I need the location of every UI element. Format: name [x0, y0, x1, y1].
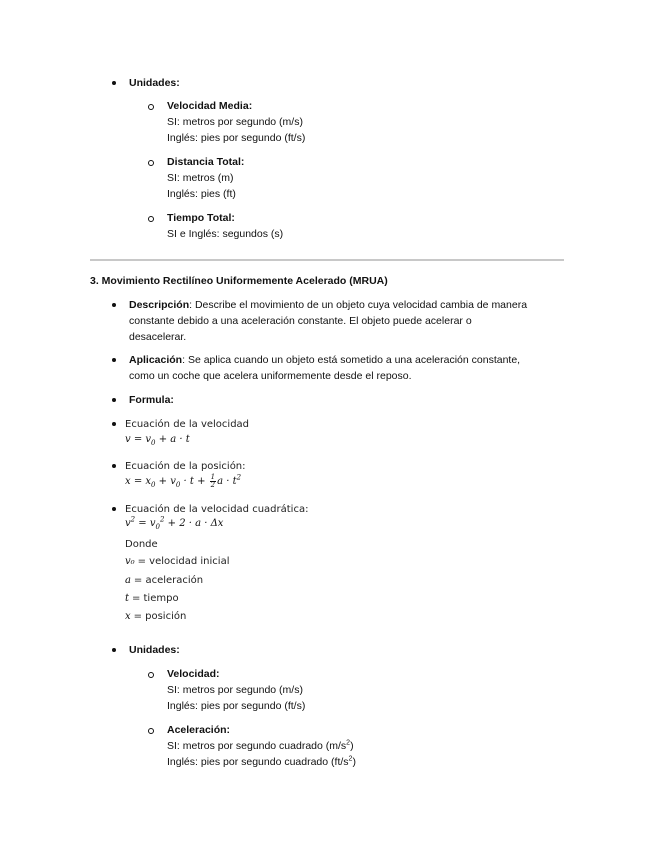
eq-title: Ecuación de la posición:: [125, 461, 246, 472]
sub-bullet: [148, 728, 154, 734]
equation-cuadratica: $v^2 = v_0^2 + 2 \cdot a \cdot \Delta x$: [125, 515, 224, 531]
unit-line: Inglés: pies (ft): [167, 188, 236, 200]
section-title: 3. Movimiento Rectilíneo Uniformemente Acelerado (MRUA): [90, 275, 388, 287]
bullet: [112, 422, 116, 426]
equation-posicion: $x = x_0 + v_0 \cdot t$ + $\frac{1}{2}$ $a \cdot t^2$: [125, 473, 242, 489]
variable-def: a = aceleración: [125, 575, 204, 586]
unit-label: Tiempo Total:: [167, 212, 235, 224]
variable-def: x = posición: [125, 611, 187, 622]
sub-bullet: [148, 672, 154, 678]
aplicacion-line: Aplicación: Se aplica cuando un objeto está sometido a una aceleración constante,: [129, 354, 521, 366]
descripcion-line: desacelerar.: [129, 331, 187, 343]
unit-label: Distancia Total:: [167, 156, 245, 168]
bullet: [112, 507, 116, 511]
bullet: [112, 648, 116, 652]
unit-label: Aceleración:: [167, 724, 231, 736]
divider: [90, 259, 564, 261]
variable-def: t = tiempo: [125, 593, 179, 604]
unit-line: Inglés: pies por segundo (ft/s): [167, 132, 306, 144]
formula-heading: Formula:: [129, 394, 174, 406]
bullet: [112, 81, 116, 85]
unit-line: SI: metros por segundo (m/s): [167, 684, 303, 696]
unit-line: SI e Inglés: segundos (s): [167, 228, 284, 240]
units-heading: Unidades:: [129, 644, 180, 656]
aplicacion-line: como un coche que acelera uniformemente desde el reposo.: [129, 370, 412, 382]
eq-title: Ecuación de la velocidad: [125, 419, 250, 430]
descripcion-line: Descripción: Describe el movimiento de un objeto cuya velocidad cambia de manera: [129, 299, 528, 311]
sub-bullet: [148, 104, 154, 110]
bullet: [112, 358, 116, 362]
bullet: [112, 398, 116, 402]
unit-line: SI: metros por segundo cuadrado $(m/s^2)$: [167, 739, 354, 752]
equation-velocidad: $v = v_0 + a \cdot t$: [125, 434, 190, 447]
bullet: [112, 464, 116, 468]
unit-label: Velocidad Media:: [167, 100, 253, 112]
donde-label: Donde: [125, 539, 158, 550]
eq-title: Ecuación de la velocidad cuadrática:: [125, 504, 309, 515]
sub-bullet: [148, 160, 154, 166]
variable-def: v₀ = velocidad inicial: [125, 556, 230, 567]
unit-label: Velocidad:: [167, 668, 220, 680]
bullet: [112, 303, 116, 307]
sub-bullet: [148, 216, 154, 222]
unit-line: Inglés: pies por segundo cuadrado $(ft/s^2)$: [167, 755, 356, 768]
unit-line: SI: metros (m): [167, 172, 234, 184]
units-heading: Unidades:: [129, 77, 180, 89]
unit-line: SI: metros por segundo (m/s): [167, 116, 303, 128]
unit-line: Inglés: pies por segundo (ft/s): [167, 700, 306, 712]
descripcion-line: constante debido a una aceleración constante. El objeto puede acelerar o: [129, 315, 472, 327]
